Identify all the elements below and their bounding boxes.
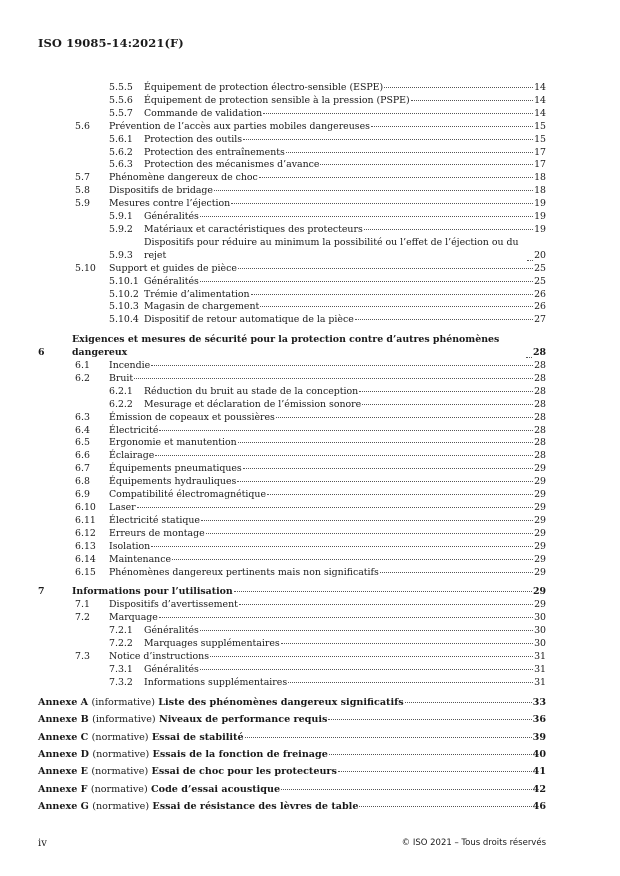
toc-entry[interactable]: [38, 198, 546, 211]
toc-entry[interactable]: [38, 360, 546, 373]
annex-label: Annexe C: [38, 731, 89, 743]
toc-entry-number: 5.6.2: [109, 146, 133, 158]
toc-entry-page: 14: [534, 107, 546, 119]
toc-entry-title: Phénomènes dangereux pertinents mais non significatifs: [109, 566, 379, 578]
toc-entry[interactable]: [38, 373, 546, 386]
toc-entry-number: 6.2.2: [109, 398, 133, 410]
toc-entry-number: 6.13: [75, 540, 96, 552]
toc-entry-number: 7.2.2: [109, 638, 133, 650]
toc-entry[interactable]: [38, 185, 546, 198]
toc-leader-dots: [214, 190, 533, 191]
toc-entry-page: 14: [534, 82, 546, 93]
toc-entry-title: Erreurs de montage: [109, 527, 205, 539]
toc-entry-page: 29: [534, 476, 546, 488]
toc-entry-page: 31: [534, 650, 546, 662]
toc-entry-number: 5.6.3: [109, 159, 133, 171]
toc-entry[interactable]: [38, 677, 546, 690]
toc-entry-title: Commande de validation: [144, 107, 263, 119]
toc-leader-dots: [159, 430, 533, 431]
toc-leader-dots: [245, 737, 532, 738]
toc-entry-page: 26: [534, 301, 546, 313]
toc-entry-title: Marquage: [109, 612, 158, 624]
annex-entry[interactable]: [38, 732, 546, 745]
toc-leader-dots: [527, 260, 533, 261]
toc-entry-number: 6.3: [75, 411, 90, 423]
annex-type: (normative): [91, 731, 149, 743]
annex-type: (normative): [92, 748, 150, 760]
toc-leader-dots: [200, 669, 533, 670]
toc-entry-page: 26: [534, 288, 546, 300]
toc-entry-title: Support et guides de pièce: [109, 262, 237, 274]
toc-leader-dots: [338, 771, 532, 772]
toc-entry-number: 5.5.5: [109, 82, 133, 93]
toc-leader-dots: [355, 319, 533, 320]
toc-entry-number: 5.10.3: [109, 301, 139, 313]
annex-entry[interactable]: [38, 749, 546, 762]
annex-gap: [38, 690, 546, 697]
toc-leader-dots: [234, 591, 532, 592]
section-gap: [38, 327, 546, 334]
toc-leader-dots: [259, 177, 533, 178]
toc-entry-title: Maintenance: [109, 553, 172, 565]
annex-label: Annexe G: [38, 801, 89, 813]
toc-leader-dots: [359, 391, 533, 392]
toc-entry[interactable]: [38, 121, 546, 134]
toc-entry-page: 29: [534, 566, 546, 578]
toc-entry[interactable]: [38, 237, 546, 263]
toc-leader-dots: [238, 442, 533, 443]
toc-leader-dots: [243, 468, 533, 469]
toc-entry-page: 17: [534, 146, 546, 158]
toc-entry[interactable]: [38, 567, 546, 580]
toc-entry-number: 7.3.1: [109, 663, 133, 675]
toc-entry-title: Protection des outils: [144, 133, 243, 145]
toc-entry-page: 31: [534, 663, 546, 675]
toc-entry-number: 7.3.2: [109, 676, 133, 688]
toc-entry-title: Laser: [109, 502, 136, 513]
toc-entry-number: 7.1: [75, 599, 90, 611]
toc-entry-title: Notice d’instructions: [109, 650, 210, 662]
toc-entry-number: 6.14: [75, 553, 96, 565]
toc-entry-number: 6.9: [75, 489, 90, 501]
toc-entry-number: 5.5.7: [109, 107, 133, 119]
toc-entry[interactable]: [38, 82, 546, 95]
toc-leader-dots: [251, 294, 533, 295]
toc-entry-number: 5.10: [75, 262, 96, 274]
table-of-contents: [38, 82, 546, 819]
toc-entry-number: 6.11: [75, 514, 96, 526]
annex-label: Annexe D: [38, 748, 89, 760]
toc-entry-number: 5.9: [75, 198, 90, 210]
annex-entry[interactable]: [38, 801, 546, 814]
toc-entry-page: 28: [534, 398, 546, 410]
toc-entry-page: 25: [534, 275, 546, 287]
toc-entry[interactable]: [38, 476, 546, 489]
annex-title: Code d’essai acoustique: [151, 783, 281, 795]
toc-entry[interactable]: [38, 314, 546, 327]
toc-entry[interactable]: [38, 664, 546, 677]
toc-entry-title: Informations pour l’utilisation: [72, 586, 233, 598]
toc-leader-dots: [411, 100, 533, 101]
toc-entry[interactable]: [38, 159, 546, 172]
toc-entry[interactable]: [38, 489, 546, 502]
annex-type: (normative): [90, 783, 148, 795]
toc-entry-title: Généralités: [144, 275, 199, 287]
toc-leader-dots: [526, 357, 532, 358]
toc-leader-dots: [201, 520, 533, 521]
toc-entry-title: Équipements hydrauliques: [109, 476, 237, 488]
toc-entry[interactable]: [38, 386, 546, 399]
toc-leader-dots: [364, 229, 533, 230]
toc-entry[interactable]: [38, 502, 546, 515]
toc-entry-number: 6.10: [75, 502, 96, 513]
toc-entry-title: Dispositifs de bridage: [109, 185, 213, 197]
toc-entry[interactable]: [38, 612, 546, 625]
toc-entry-number: 6.7: [75, 463, 90, 475]
toc-entry-title: Éclairage: [109, 450, 155, 462]
annex-entry[interactable]: [38, 784, 546, 797]
toc-entry[interactable]: [38, 651, 546, 664]
toc-entry[interactable]: [38, 224, 546, 237]
toc-entry-title: Réduction du bruit au stade de la conception: [144, 385, 359, 397]
toc-entry-number: 6.12: [75, 527, 96, 539]
toc-entry-page: 25: [534, 262, 546, 274]
annex-type: (informative): [92, 714, 156, 726]
toc-entry-page: 19: [534, 223, 546, 235]
toc-leader-dots: [281, 643, 533, 644]
toc-entry-number: 6.15: [75, 566, 96, 578]
toc-entry-title: Ergonomie et manutention: [109, 437, 237, 449]
toc-entry-number: 7.2: [75, 612, 90, 624]
toc-entry-title: Trémie d’alimentation: [144, 288, 250, 300]
annex-title: Essais de la fonction de freinage: [152, 748, 328, 760]
toc-entry[interactable]: [38, 515, 546, 528]
toc-leader-dots: [155, 455, 533, 456]
toc-entry-title: Informations supplémentaires: [144, 676, 288, 688]
section-gap: [38, 579, 546, 586]
toc-entry[interactable]: [38, 412, 546, 425]
toc-entry-title: Exigences et mesures de sécurité pour la protection contre d’autres phénomènes dangereux: [72, 334, 500, 359]
toc-entry-title: Électricité: [109, 424, 159, 436]
toc-leader-dots: [231, 203, 533, 204]
toc-leader-dots: [288, 682, 533, 683]
toc-entry-number: 7: [38, 586, 45, 598]
toc-entry-page: 29: [534, 599, 546, 611]
toc-entry-number: 5.10.1: [109, 275, 139, 287]
toc-entry-page: 28: [534, 411, 546, 423]
toc-entry-page: 29: [534, 463, 546, 475]
toc-entry-title: Isolation: [109, 540, 151, 552]
toc-entry-page: 30: [534, 638, 546, 650]
annex-entry[interactable]: [38, 697, 546, 710]
toc-entry[interactable]: [38, 541, 546, 554]
document-header: ISO 19085-14:2021(F): [38, 36, 184, 50]
toc-leader-dots: [260, 306, 533, 307]
toc-entry-page: 29: [534, 527, 546, 539]
toc-leader-dots: [134, 378, 533, 379]
toc-entry[interactable]: [38, 554, 546, 567]
toc-entry-number: 5.6: [75, 120, 90, 132]
annex-label: Annexe B: [38, 714, 89, 726]
toc-entry[interactable]: [38, 289, 546, 302]
toc-entry-number: 6.2.1: [109, 385, 133, 397]
annex-entry-page: 36: [532, 714, 546, 726]
annex-entry-title: [38, 766, 337, 779]
toc-leader-dots: [405, 702, 532, 703]
annex-entry-title: [38, 714, 327, 727]
toc-entry-title: Magasin de chargement: [144, 301, 260, 313]
toc-entry[interactable]: [38, 147, 546, 160]
annex-title: Essai de résistance des lèvres de table: [152, 801, 359, 813]
toc-entry-page: 15: [534, 133, 546, 145]
toc-entries: [38, 82, 546, 690]
toc-entry-number: 5.5.6: [109, 94, 133, 106]
copyright-notice: © ISO 2021 – Tous droits réservés: [401, 838, 546, 848]
toc-entry-page: 14: [534, 94, 546, 106]
annex-entry[interactable]: [38, 766, 546, 779]
toc-entry-number: 5.9.2: [109, 223, 133, 235]
toc-entry-title: Émission de copeaux et poussières: [109, 411, 275, 423]
toc-leader-dots: [172, 559, 533, 560]
toc-entry-number: 5.8: [75, 185, 90, 197]
toc-entry-number: 5.9.3: [109, 249, 133, 261]
toc-entry-number: 7.2.1: [109, 625, 133, 637]
toc-entry[interactable]: [38, 463, 546, 476]
toc-entry[interactable]: [38, 334, 546, 360]
toc-leader-dots: [263, 113, 533, 114]
toc-entry-page: 29: [534, 540, 546, 552]
toc-entry-title: Phénomène dangereux de choc: [109, 172, 258, 184]
toc-entry[interactable]: [38, 134, 546, 147]
toc-entry[interactable]: [38, 108, 546, 121]
toc-leader-dots: [359, 806, 531, 807]
toc-entry-title: Généralités: [144, 211, 199, 223]
toc-leader-dots: [320, 164, 533, 165]
annex-entry-page: 46: [532, 801, 546, 813]
annex-entry-page: 42: [532, 783, 546, 795]
toc-entry-page: 29: [534, 502, 546, 513]
toc-entry-page: 29: [534, 553, 546, 565]
annex-entry-title: [38, 732, 244, 745]
toc-entry-page: 19: [534, 211, 546, 223]
toc-entry-page: 27: [534, 314, 546, 326]
toc-leader-dots: [159, 617, 533, 618]
toc-entry-number: 6.2: [75, 372, 90, 384]
toc-entry-page: 28: [534, 372, 546, 384]
toc-entry-number: 6.4: [75, 424, 90, 436]
toc-entry-title: Protection des mécanismes d’avance: [144, 159, 320, 171]
annex-type: (normative): [92, 801, 150, 813]
annex-label: Annexe A: [38, 696, 89, 708]
toc-entry-number: 5.6.1: [109, 133, 133, 145]
toc-entry-page: 28: [534, 385, 546, 397]
toc-entry-number: 5.10.4: [109, 314, 139, 326]
toc-entry-page: 15: [534, 120, 546, 132]
toc-entry-number: 6.1: [75, 360, 90, 372]
toc-leader-dots: [371, 126, 533, 127]
toc-leader-dots: [384, 87, 533, 88]
toc-leader-dots: [328, 719, 531, 720]
toc-entry-number: 5.7: [75, 172, 90, 184]
toc-entry-title: Généralités: [144, 663, 199, 675]
toc-entry-number: 5.9.1: [109, 211, 133, 223]
toc-entry-title: Marquages supplémentaires: [144, 638, 280, 650]
toc-entry-title: Dispositif de retour automatique de la pièce: [144, 314, 354, 326]
toc-entry[interactable]: [38, 625, 546, 638]
toc-entry-page: 18: [534, 172, 546, 184]
toc-entry[interactable]: [38, 95, 546, 108]
annex-type: (normative): [91, 766, 149, 778]
toc-entry[interactable]: [38, 586, 546, 599]
toc-entry-page: 28: [534, 360, 546, 372]
toc-entry-number: 6: [38, 347, 45, 359]
toc-entry-page: 19: [534, 198, 546, 210]
toc-entry-number: 6.8: [75, 476, 90, 488]
toc-entry-number: 5.10.2: [109, 288, 139, 300]
toc-leader-dots: [362, 404, 533, 405]
annex-entry-page: 41: [532, 766, 546, 778]
toc-entry[interactable]: [38, 301, 546, 314]
annex-entry[interactable]: [38, 714, 546, 727]
toc-leader-dots: [329, 754, 532, 755]
toc-leader-dots: [237, 481, 533, 482]
annex-entry-title: [38, 784, 280, 797]
toc-entry[interactable]: [38, 638, 546, 651]
toc-entry-title: Compatibilité électromagnétique: [109, 489, 267, 501]
toc-entry-title: Matériaux et caractéristiques des protecteurs: [144, 223, 363, 235]
toc-entry-title: Dispositifs pour réduire au minimum la possibilité ou l’effet de l’éjection ou du rejet: [144, 236, 519, 261]
toc-leader-dots: [200, 630, 533, 631]
annex-entry-page: 40: [532, 748, 546, 760]
toc-entry-page: 28: [534, 437, 546, 449]
toc-entry-page: 28: [532, 347, 546, 359]
toc-entry[interactable]: [38, 425, 546, 438]
toc-entry-title: Mesures contre l’éjection: [109, 198, 231, 210]
toc-entry-title: Incendie: [109, 360, 151, 372]
toc-entry-page: 28: [534, 450, 546, 462]
annex-entry-title: [38, 749, 328, 762]
annex-title: Niveaux de performance requis: [158, 714, 328, 726]
toc-entry[interactable]: [38, 437, 546, 450]
toc-entry[interactable]: [38, 399, 546, 412]
toc-leader-dots: [281, 789, 532, 790]
toc-entry-title: Équipement de protection électro-sensible (ESPE): [144, 82, 384, 93]
toc-leader-dots: [151, 365, 533, 366]
toc-entry-page: 17: [534, 159, 546, 171]
toc-entry[interactable]: [38, 599, 546, 612]
toc-leader-dots: [276, 417, 533, 418]
toc-leader-dots: [243, 139, 533, 140]
toc-entry[interactable]: [38, 211, 546, 224]
toc-leader-dots: [239, 604, 533, 605]
toc-leader-dots: [151, 546, 533, 547]
toc-leader-dots: [200, 281, 533, 282]
annex-title: Essai de choc pour les protecteurs: [151, 766, 337, 778]
toc-leader-dots: [137, 507, 533, 508]
toc-leader-dots: [238, 268, 533, 269]
annex-entry-page: 39: [532, 731, 546, 743]
page-number: iv: [38, 838, 47, 849]
toc-entry-page: 20: [534, 249, 546, 261]
toc-entry-title: Équipements pneumatiques: [109, 463, 242, 475]
annex-entry-title: [38, 801, 358, 814]
toc-entry-title: Dispositifs d’avertissement: [109, 599, 238, 611]
toc-leader-dots: [286, 152, 533, 153]
annex-title: Essai de stabilité: [151, 731, 244, 743]
toc-entry-page: 30: [534, 612, 546, 624]
toc-entry[interactable]: [38, 263, 546, 276]
toc-entry-number: 7.3: [75, 650, 90, 662]
toc-entry-page: 30: [534, 625, 546, 637]
toc-entry-number: 6.6: [75, 450, 90, 462]
toc-leader-dots: [380, 572, 533, 573]
annex-type: (informative): [91, 696, 155, 708]
toc-entry-title: Électricité statique: [109, 514, 200, 526]
toc-leader-dots: [206, 533, 533, 534]
annex-label: Annexe E: [38, 766, 88, 778]
toc-entry[interactable]: [38, 172, 546, 185]
annex-title: Liste des phénomènes dangereux significatifs: [158, 696, 404, 708]
toc-entry-title: Mesurage et déclaration de l’émission sonore: [144, 398, 362, 410]
toc-entry-title: Équipement de protection sensible à la pression (PSPE): [144, 94, 410, 106]
toc-entry-page: 28: [534, 424, 546, 436]
annex-label: Annexe F: [38, 783, 88, 795]
toc-entry-page: 29: [532, 586, 546, 598]
toc-entry[interactable]: [38, 528, 546, 541]
toc-entry-title: Protection des entraînements: [144, 146, 285, 158]
toc-leader-dots: [200, 216, 533, 217]
toc-entry[interactable]: [38, 450, 546, 463]
toc-leader-dots: [210, 656, 533, 657]
toc-entry-page: 18: [534, 185, 546, 197]
toc-entry-page: 29: [534, 489, 546, 501]
annex-entries: [38, 697, 546, 814]
toc-leader-dots: [267, 494, 533, 495]
toc-entry-title: Bruit: [109, 372, 134, 384]
toc-entry-title: Généralités: [144, 625, 199, 637]
annex-entry-title: [38, 697, 404, 710]
toc-entry-number: 6.5: [75, 437, 90, 449]
toc-entry[interactable]: [38, 276, 546, 289]
toc-entry-page: 31: [534, 676, 546, 688]
toc-entry-page: 29: [534, 514, 546, 526]
toc-entry-title: Prévention de l’accès aux parties mobiles dangereuses: [109, 120, 370, 132]
annex-entry-page: 33: [532, 696, 546, 708]
